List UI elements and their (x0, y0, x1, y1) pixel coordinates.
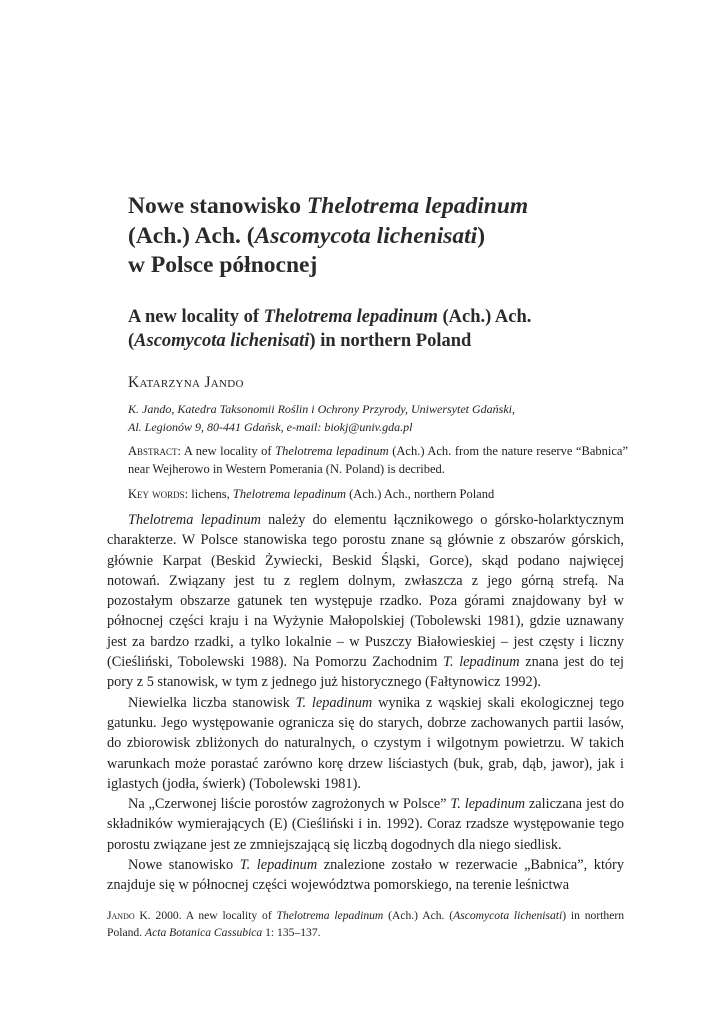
citation-text: 1: 135–137. (262, 926, 321, 939)
english-title (128, 305, 628, 353)
abstract-text: A new locality of (181, 444, 276, 458)
author-affiliation (128, 400, 628, 436)
citation-author: Jando (107, 909, 135, 922)
keywords-species: Thelotrema lepadinum (232, 487, 346, 501)
title-text: Nowe stanowisko (128, 193, 307, 219)
citation-species: Thelotrema lepadinum (276, 909, 384, 922)
paragraph-text: znana jest do tej pory z 5 stanowisk, w tym z jednego już historycznego (Fałtynowicz 1992). (107, 654, 624, 691)
citation-text: K. 2000. A new locality of (134, 909, 277, 922)
subtitle-species: Thelotrema lepadinum (263, 307, 438, 327)
paragraph-text: zaliczana jest do składników wymierających (E) (Cieśliński i in. 1992). Coraz rzadsze występowanie tego porostu związane jest ze zmniejszającą się liczbą dogodnych dla niego siedlisk. (107, 796, 624, 853)
species-name: T. lepadinum (450, 796, 526, 813)
abstract-species: Thelotrema lepadinum (275, 444, 389, 458)
citation-taxon: Ascomycota lichenisati (453, 909, 563, 922)
body-text (107, 510, 624, 896)
title-taxon: Ascomycota lichenisati (254, 222, 478, 249)
title-text: (Ach.) Ach. ( (128, 222, 255, 249)
abstract-text: (Ach.) Ach. from the nature reserve “Babnica” near Wejherowo in Western Pomerania (N. Poland) is decribed. (128, 444, 628, 476)
keywords (128, 485, 628, 503)
citation-footer (107, 907, 624, 941)
paragraph-text: Niewielka liczba stanowisk (128, 694, 296, 711)
abstract-label: Abstract: (128, 444, 182, 458)
affiliation-line: K. Jando, Katedra Taksonomii Roślin i Ochrony Przyrody, Uniwersytet Gdański, (128, 402, 515, 416)
title-species: Thelotrema lepadinum (306, 193, 529, 219)
species-name: T. lepadinum (239, 857, 318, 874)
species-name: T. lepadinum (443, 654, 520, 671)
paragraph-text: Nowe stanowisko (128, 857, 240, 874)
keywords-label: Key words: (128, 487, 189, 501)
paragraph-text: Na „Czerwonej liście porostów zagrożonych w Polsce” (128, 796, 451, 813)
subtitle-text: ) in northern Poland (309, 331, 472, 351)
subtitle-text: ( (128, 331, 135, 351)
species-name: T. lepadinum (295, 694, 373, 711)
page-title (128, 192, 628, 281)
species-name: Thelotrema lepadinum (128, 512, 261, 528)
citation-journal: Acta Botanica Cassubica (145, 926, 263, 939)
subtitle-taxon: Ascomycota lichenisati (134, 331, 310, 351)
paragraph (107, 855, 624, 896)
subtitle-text: A new locality of (128, 307, 264, 327)
paragraph-text: znalezione zostało w rezerwacie „Babnica”, który znajduje się w północnej części województwa pomorskiego, na terenie leśnictwa (107, 857, 624, 894)
citation-text: ) in northern Poland. (107, 909, 625, 939)
title-text: ) (477, 222, 486, 249)
title-text: w Polsce północnej (128, 252, 318, 278)
author-name: Katarzyna Jando (128, 374, 244, 391)
keywords-text: lichens, (188, 487, 233, 501)
paragraph-text: należy do elementu łącznikowego o górsko-holarktycznym charakterze. W Polsce stanowiska tego porostu znane są głównie z obszarów górskich, głównie Karpat (Beskid Żywiecki, Beskid Śląski, Gorce), skąd podano najwięcej notowań. Związany jest tu z reglem dolnym, zwłaszcza z jego górną strefą. Na pozostałym obszarze gatunek ten występuje rzadko. Poza górami znajdowany był w północnej części kraju i na Wyżynie Małopolskiej (Tobolewski 1981), gdzie uznawany jest za bardzo rzadki, a tylko lokalnie – w Puszczy Białowieskiej – jest częsty i liczny (Cieśliński, Tobolewski 1988). Na Pomorzu Zachodnim (107, 512, 625, 671)
paragraph-text: wynika z wąskiej skali ekologicznej tego gatunku. Jego występowanie ogranicza się do starych, dobrze zachowanych partii lasów, do zbiorowisk zbliżonych do naturalnych, o czystym i wilgotnym powietrzu. W takich warunkach może porastać zarówno korę drzew liściastych (buk, grab, dąb, jawor), jak i iglastych (jodła, świerk) (Tobolewski 1981). (107, 694, 624, 792)
abstract (128, 442, 628, 478)
affiliation-line: Al. Legionów 9, 80-441 Gdańsk, e-mail: biokj@univ.gda.pl (128, 420, 413, 434)
citation-text: (Ach.) Ach. ( (383, 909, 454, 922)
paragraph (107, 693, 624, 794)
paragraph (107, 794, 624, 855)
subtitle-text: (Ach.) Ach. (437, 307, 532, 327)
keywords-text: (Ach.) Ach., northern Poland (346, 487, 495, 501)
paragraph (107, 510, 624, 693)
